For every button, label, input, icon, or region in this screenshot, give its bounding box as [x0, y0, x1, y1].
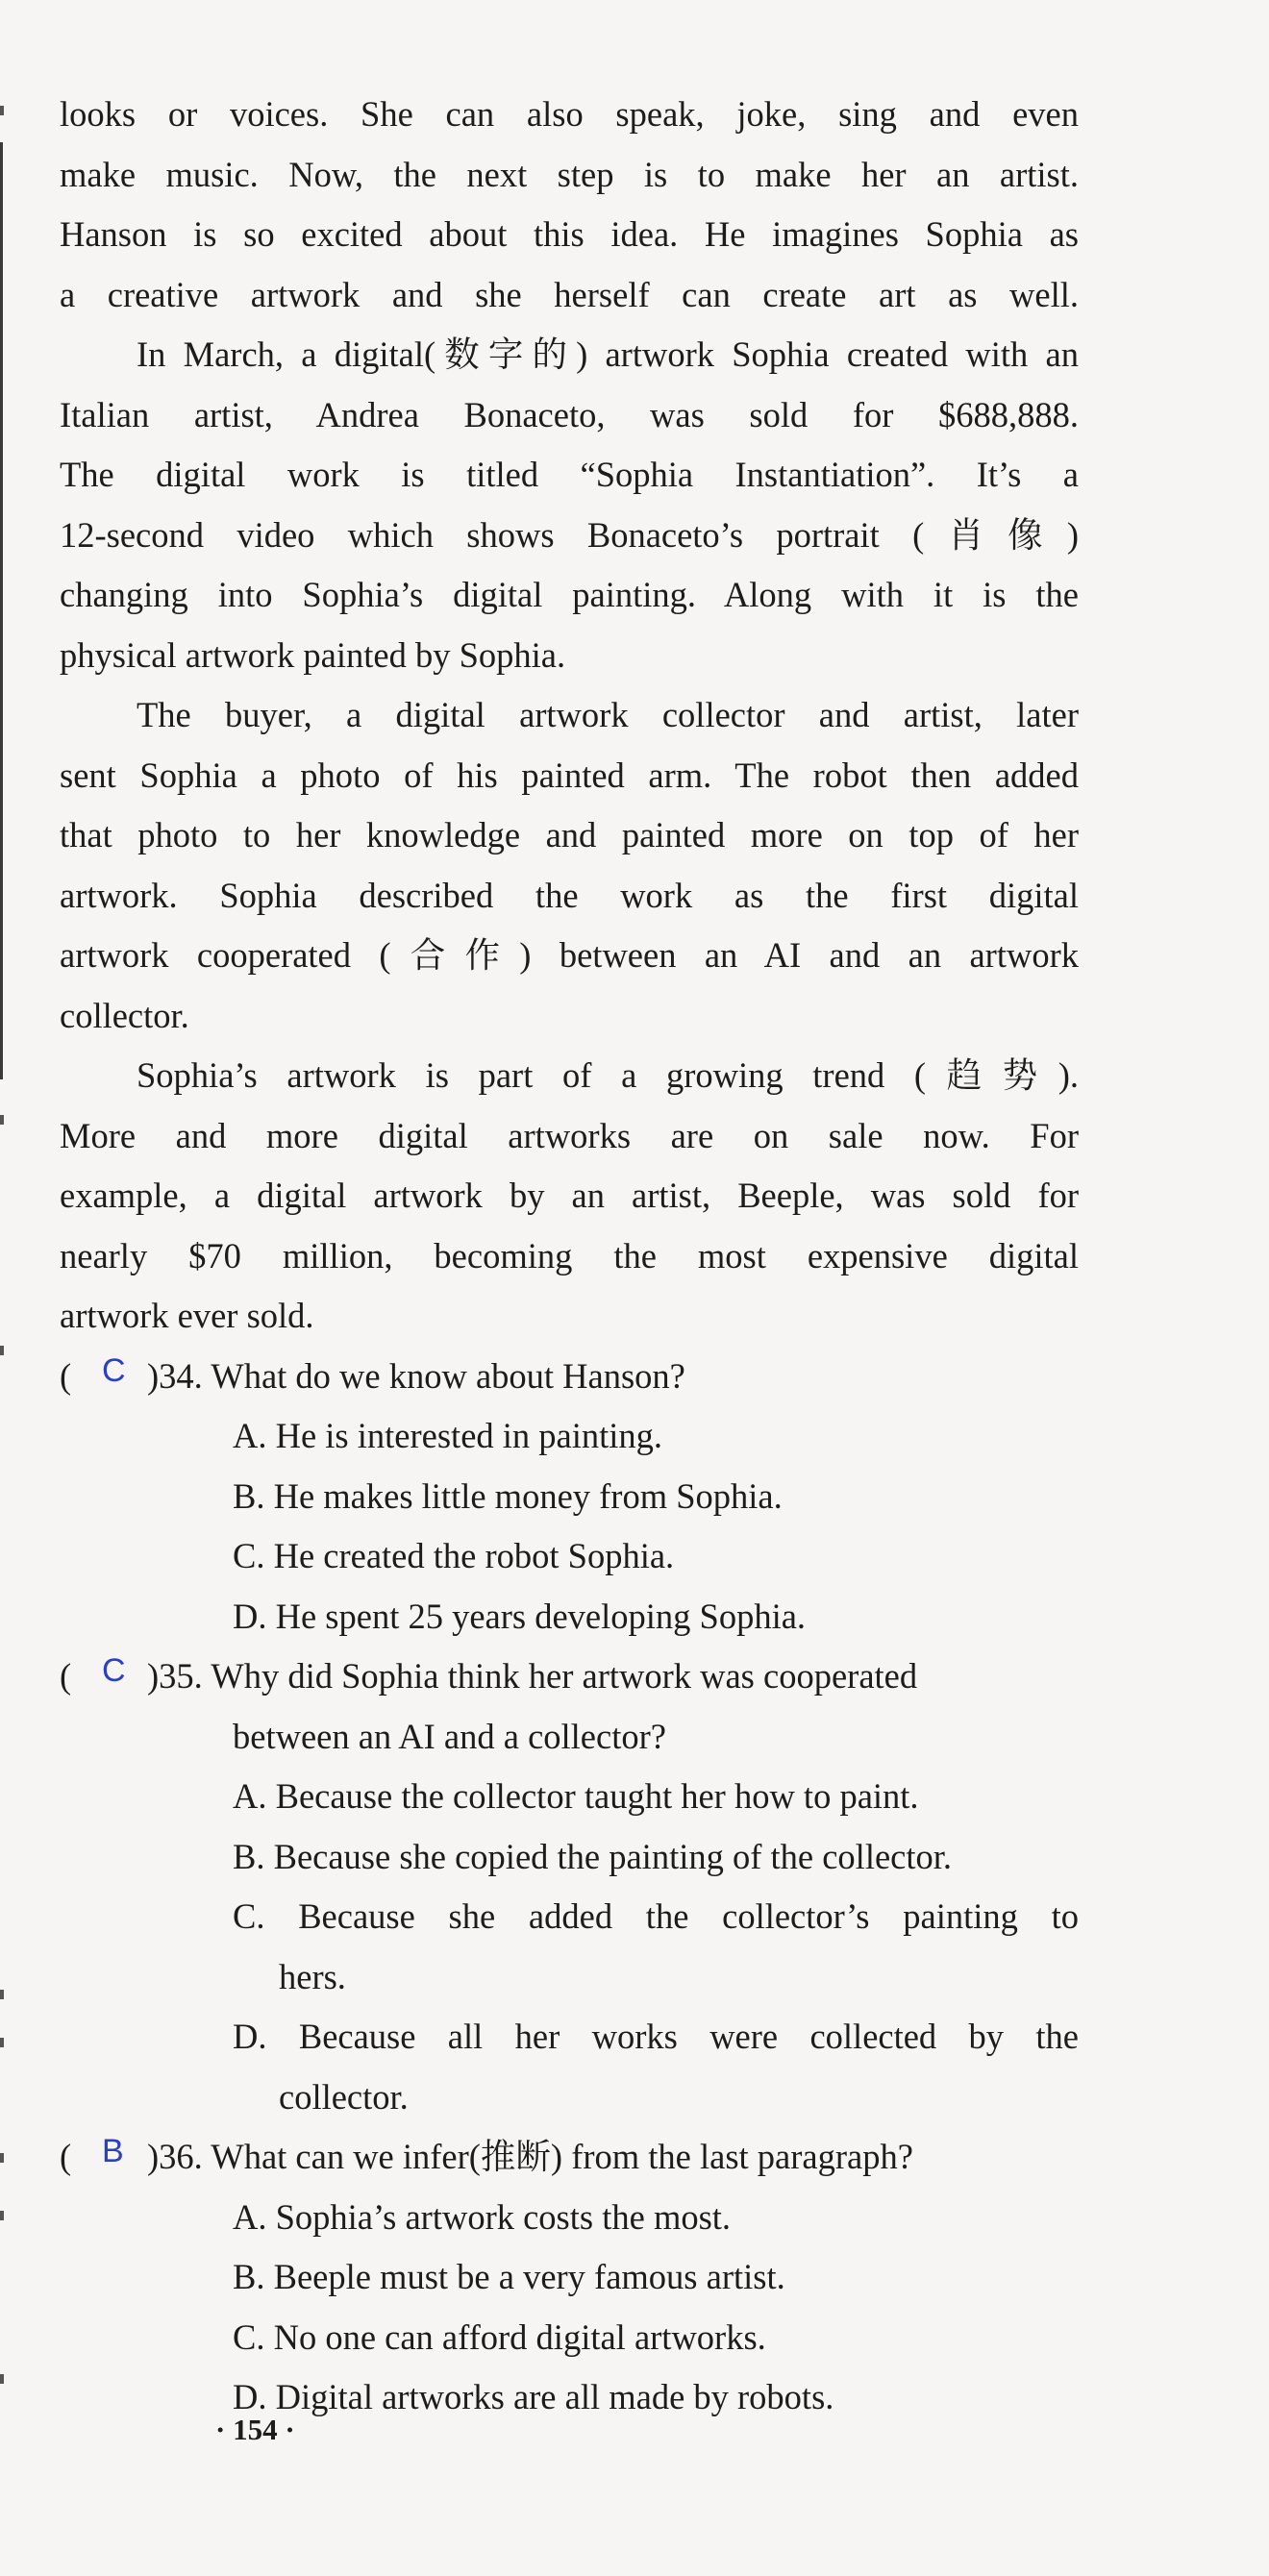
- question-text: )34. What do we know about Hanson?: [147, 1355, 685, 1396]
- option-d: [60, 2007, 1079, 2068]
- question-stem: [60, 1647, 1079, 1707]
- question-stem: [60, 2127, 1079, 2188]
- question-text: between an AI and a collector?: [233, 1716, 666, 1756]
- passage-line: artwork ever sold.: [60, 1296, 314, 1335]
- option-text: C. He created the robot Sophia.: [233, 1536, 675, 1575]
- passage-line: changing into Sophia’s digital painting. Along with it is the: [60, 575, 1079, 614]
- edge-mark: [0, 2153, 4, 2163]
- question-text: )35. Why did Sophia think her artwork was cooperated: [147, 1656, 918, 1696]
- option-a: [60, 1767, 1079, 1827]
- edge-mark: [0, 2211, 4, 2220]
- edge-mark: [0, 106, 4, 115]
- reading-passage: [60, 85, 1079, 1347]
- option-c-continued: [60, 1947, 1079, 2008]
- passage-line: looks or voices. She can also speak, joke, sing and even: [60, 94, 1079, 134]
- passage-line: collector.: [60, 995, 189, 1035]
- page-content: [60, 85, 1079, 2428]
- question-36: [60, 2127, 1079, 2428]
- option-text: D. He spent 25 years developing Sophia.: [233, 1596, 807, 1636]
- passage-line: The buyer, a digital artwork collector and artist, later: [137, 695, 1079, 734]
- passage-line: artwork cooperated (合作) between an AI and an artwork: [60, 935, 1079, 975]
- passage-line: physical artwork painted by Sophia.: [60, 634, 566, 675]
- passage-line: nearly $70 million, becoming the most expensive digital: [60, 1235, 1079, 1276]
- option-d: [60, 1587, 1079, 1647]
- answer-bracket: (: [60, 1355, 72, 1396]
- option-text: A. He is interested in painting.: [233, 1416, 663, 1455]
- edge-mark: [0, 2374, 4, 2384]
- question-text: )36. What can we infer(推断) from the last paragraph?: [147, 2137, 913, 2176]
- option-a: [60, 1406, 1079, 1467]
- option-c: [60, 1887, 1079, 1947]
- option-text: A. Because the collector taught her how to paint.: [233, 1776, 919, 1816]
- binding-bracket: [0, 142, 3, 1079]
- option-text: D. Digital artworks are all made by robots.: [233, 2377, 834, 2416]
- passage-line: 12-second video which shows Bonaceto’s portrait (肖像): [60, 514, 1079, 555]
- option-text: A. Sophia’s artwork costs the most.: [233, 2196, 732, 2237]
- option-b: [60, 1827, 1079, 1888]
- question-stem-continued: [60, 1707, 1079, 1768]
- option-b: [60, 1467, 1079, 1527]
- answer-letter: B: [102, 2133, 124, 2169]
- passage-line: Italian artist, Andrea Bonaceto, was sold for $688,888.: [60, 394, 1079, 434]
- passage-line: artwork. Sophia described the work as the first digital: [60, 875, 1079, 915]
- answer-letter: C: [102, 1652, 126, 1689]
- edge-mark: [0, 2038, 4, 2047]
- passage-line: More and more digital artworks are on sale now. For: [60, 1115, 1079, 1155]
- passage-line: example, a digital artwork by an artist, Beeple, was sold for: [60, 1176, 1079, 1215]
- passage-line: that photo to her knowledge and painted more on top of her: [60, 815, 1079, 855]
- edge-mark: [0, 1990, 4, 1999]
- option-text: hers.: [279, 1956, 346, 1996]
- passage-line: Hanson is so excited about this idea. He imagines Sophia as: [60, 214, 1079, 254]
- answer-letter: C: [102, 1351, 126, 1389]
- option-text: B. He makes little money from Sophia.: [233, 1475, 783, 1516]
- passage-line: a creative artwork and she herself can create art as well.: [60, 274, 1079, 314]
- question-34: [60, 1347, 1079, 1647]
- question-stem: [60, 1347, 1079, 1407]
- page-number: · 154 ·: [215, 2413, 295, 2446]
- passage-line: Sophia’s artwork is part of a growing trend (趋势).: [137, 1055, 1079, 1095]
- option-d: [60, 2367, 1079, 2428]
- option-text: collector.: [279, 2076, 409, 2117]
- option-c: [60, 2308, 1079, 2368]
- answer-bracket: (: [60, 2137, 72, 2176]
- option-text: D. Because all her works were collected by the: [233, 2017, 1079, 2056]
- option-text: C. No one can afford digital artworks.: [233, 2316, 766, 2357]
- passage-line: The digital work is titled “Sophia Instantiation”. It’s a: [60, 455, 1079, 494]
- option-d-continued: [60, 2068, 1079, 2128]
- option-b: [60, 2247, 1079, 2308]
- question-35: [60, 1647, 1079, 2127]
- edge-mark: [0, 1115, 4, 1125]
- answer-bracket: (: [60, 1656, 72, 1696]
- option-text: B. Beeple must be a very famous artist.: [233, 2257, 785, 2296]
- edge-mark: [0, 1346, 4, 1355]
- option-text: B. Because she copied the painting of the collector.: [233, 1836, 953, 1876]
- option-a: [60, 2188, 1079, 2248]
- option-c: [60, 1526, 1079, 1587]
- passage-line: sent Sophia a photo of his painted arm. The robot then added: [60, 755, 1079, 795]
- option-text: C. Because she added the collector’s painting to: [233, 1896, 1079, 1936]
- passage-line: make music. Now, the next step is to make her an artist.: [60, 154, 1079, 194]
- passage-line: In March, a digital(数字的) artwork Sophia created with an: [137, 334, 1079, 374]
